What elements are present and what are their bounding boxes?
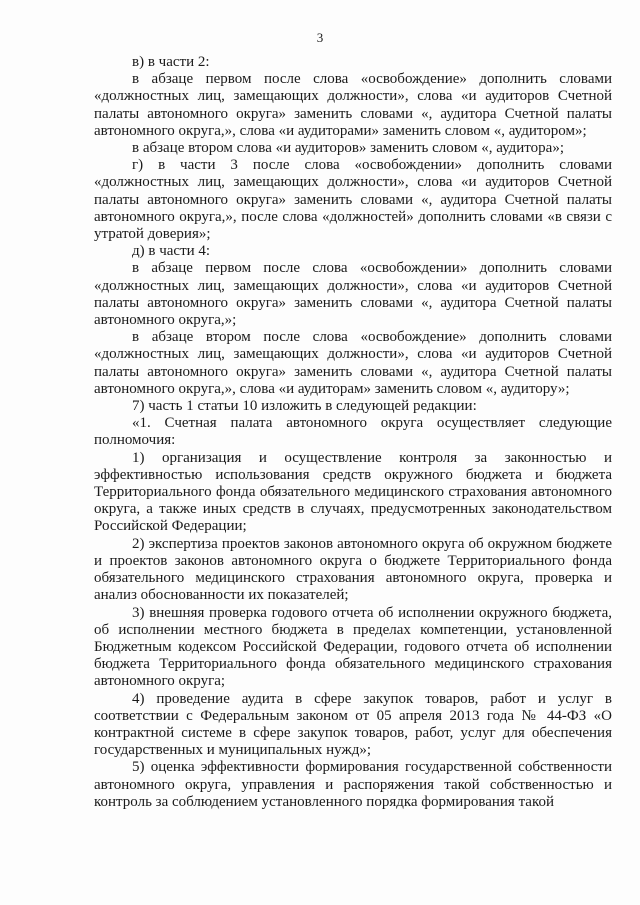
paragraph-part-2-heading: в) в части 2:: [132, 54, 210, 70]
paragraph: в абзаце первом после слова «освобождение» дополнить словами «должностных лиц, замещающих должности», слова «и аудиторов Счетной палаты автономного округа» заменить словами «, аудитора Счетной палаты автономного округа,», слова «и аудиторами» заменить словом «, аудитором»;: [94, 71, 612, 139]
list-item-5: 5) оценка эффективности формирования государственной собственности автономного округа, управления и распоряжения такой собственностью и контроль за соблюдением установленного порядка формирования такой: [94, 759, 612, 810]
paragraph: в абзаце первом после слова «освобождении» дополнить словами «должностных лиц, замещающих должности», слова «и аудиторов Счетной палаты автономного округа» заменить словами «, аудитора Счетной палаты автономного округа,»;: [94, 260, 612, 329]
list-item-4: 4) проведение аудита в сфере закупок товаров, работ и услуг в соответствии с Федеральным законом от 05 апреля 2013 года № 44-ФЗ «О контрактной системе в сфере закупок товаров, работ, услуг для обеспечения государственных и муниципальных нужд»;: [94, 690, 612, 759]
paragraph-item-7: 7) часть 1 статьи 10 изложить в следующей редакции:: [132, 398, 477, 415]
document-body: [94, 54, 612, 811]
paragraph-quote-start: «1. Счетная палата автономного округа осуществляет следующие полномочия:: [94, 415, 612, 449]
list-item-2: 2) экспертиза проектов законов автономного округа об окружном бюджете и проектов законов автономного округа о бюджете Территориального фонда обязательного медицинского страхования автономного округа, проверка и анализ обоснованности их показателей;: [94, 535, 612, 604]
paragraph: в абзаце втором после слова «освобождение» дополнить словами «должностных лиц, замещающих должности», слова «и аудиторов Счетной палаты автономного округа» заменить словами «, аудитора Счетной палаты автономного округа,», слова «и аудиторам» заменить словом «, аудитору»;: [94, 329, 612, 397]
paragraph-part-4-heading: д) в части 4:: [132, 243, 211, 260]
list-item-1: 1) организация и осуществление контроля за законностью и эффективностью использования средств окружного бюджета и бюджета Территориального фонда обязательного медицинского страхования автономного округа, а также иных средств в случаях, предусмотренных законодательством Российской Федерации;: [94, 449, 612, 535]
page-number: 3: [316, 30, 324, 45]
paragraph: г) в части 3 после слова «освобождении» дополнить словами «должностных лиц, замещающих должности», слова «и аудиторов Счетной палаты автономного округа» заменить словами «, аудитора Счетной палаты автономного округа,», после слова «должностей» дополнить словами «в связи с утратой доверия»;: [94, 157, 612, 243]
paragraph: в абзаце втором слова «и аудиторов» заменить словом «, аудитора»;: [132, 140, 564, 157]
list-item-3: 3) внешняя проверка годового отчета об исполнении окружного бюджета, об исполнении местного бюджета в пределах компетенции, установленной Бюджетным кодексом Российской Федерации, годового отчета об исполнении бюджета Территориального фонда обязательного медицинского страхования автономного округа;: [94, 604, 612, 690]
